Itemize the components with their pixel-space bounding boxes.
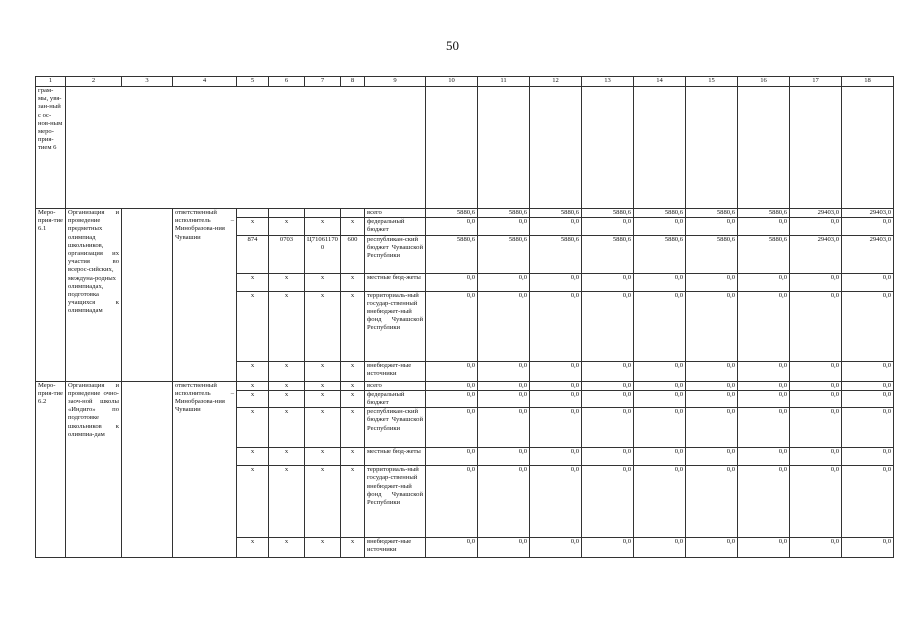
amount-cell: 0,0 <box>686 273 738 291</box>
amount-cell: 0,0 <box>842 538 894 558</box>
amount-cell: 0,0 <box>790 218 842 235</box>
empty-cell <box>530 87 582 209</box>
continuation-label: грам-мы, увя-зан-ный с ос-нов-ным меро-прия-тием 6 <box>36 87 66 209</box>
amount-cell: 0,0 <box>634 408 686 448</box>
amount-cell: 0,0 <box>842 273 894 291</box>
amount-cell: 0,0 <box>478 381 530 390</box>
code-rz: x <box>269 448 305 466</box>
empty-cell <box>122 209 173 382</box>
amount-cell: 5880,6 <box>530 209 582 218</box>
column-number: 17 <box>790 77 842 87</box>
amount-cell: 0,0 <box>738 381 790 390</box>
code-csr: Ц710611700 <box>305 235 341 273</box>
amount-cell: 0,0 <box>634 538 686 558</box>
amount-cell: 0,0 <box>426 381 478 390</box>
empty-cell <box>66 87 426 209</box>
funding-source: федеральный бюджет <box>365 218 426 235</box>
table-row <box>36 209 894 218</box>
column-number-row <box>36 77 894 87</box>
amount-cell: 0,0 <box>738 538 790 558</box>
amount-cell: 5880,6 <box>686 209 738 218</box>
amount-cell: 0,0 <box>530 273 582 291</box>
amount-cell: 0,0 <box>478 408 530 448</box>
amount-cell: 0,0 <box>686 390 738 407</box>
amount-cell: 0,0 <box>790 408 842 448</box>
column-number: 15 <box>686 77 738 87</box>
amount-cell: 0,0 <box>582 448 634 466</box>
column-number: 16 <box>738 77 790 87</box>
amount-cell: 0,0 <box>530 381 582 390</box>
amount-cell: 0,0 <box>686 538 738 558</box>
code-rz: x <box>269 538 305 558</box>
empty-cell <box>790 87 842 209</box>
code-csr: x <box>305 448 341 466</box>
amount-cell: 5880,6 <box>738 235 790 273</box>
amount-cell: 0,0 <box>842 408 894 448</box>
code-rz: x <box>269 408 305 448</box>
page-number: 50 <box>446 38 459 53</box>
continuation-row <box>36 87 894 209</box>
amount-cell: 0,0 <box>842 218 894 235</box>
code-gr: x <box>237 466 269 538</box>
amount-cell: 0,0 <box>426 361 478 381</box>
empty-cell <box>478 87 530 209</box>
code-gr: x <box>237 538 269 558</box>
amount-cell: 0,0 <box>530 408 582 448</box>
amount-cell: 0,0 <box>738 218 790 235</box>
code-csr: x <box>305 538 341 558</box>
amount-cell: 0,0 <box>582 381 634 390</box>
code-vr: x <box>341 538 365 558</box>
amount-cell: 0,0 <box>634 361 686 381</box>
amount-cell: 5880,6 <box>478 235 530 273</box>
amount-cell: 0,0 <box>634 291 686 361</box>
amount-cell: 0,0 <box>582 466 634 538</box>
amount-cell: 0,0 <box>738 390 790 407</box>
amount-cell: 0,0 <box>582 218 634 235</box>
amount-cell: 0,0 <box>426 273 478 291</box>
code-vr: x <box>341 448 365 466</box>
code-rz: x <box>269 466 305 538</box>
code-csr: x <box>305 291 341 361</box>
code-rz <box>269 209 305 218</box>
code-rz: x <box>269 273 305 291</box>
column-number: 2 <box>66 77 122 87</box>
measure-label: Меро-прия-тие 6.1 <box>36 209 66 382</box>
amount-cell: 0,0 <box>478 448 530 466</box>
code-rz: 0703 <box>269 235 305 273</box>
amount-cell: 5880,6 <box>634 209 686 218</box>
code-gr: x <box>237 381 269 390</box>
amount-cell: 0,0 <box>790 273 842 291</box>
amount-cell: 0,0 <box>738 291 790 361</box>
funding-source: республикан-ский бюджет Чувашской Республики <box>365 408 426 448</box>
funding-source: территориаль-ный государ-ственный внебюджет-ный фонд Чувашской Республики <box>365 466 426 538</box>
amount-cell: 0,0 <box>842 291 894 361</box>
code-csr: x <box>305 218 341 235</box>
amount-cell: 0,0 <box>842 448 894 466</box>
column-number: 1 <box>36 77 66 87</box>
code-gr: x <box>237 291 269 361</box>
amount-cell: 0,0 <box>530 218 582 235</box>
amount-cell: 0,0 <box>842 390 894 407</box>
column-number: 10 <box>426 77 478 87</box>
funding-source: местные бюд-жеты <box>365 273 426 291</box>
empty-cell <box>426 87 478 209</box>
amount-cell: 0,0 <box>634 448 686 466</box>
measure-description: Организация и проведение очно-заоч-ной школы «Индиго» по подготовке школьников к олимпиа-дам <box>66 381 122 558</box>
amount-cell: 0,0 <box>530 466 582 538</box>
empty-cell <box>738 87 790 209</box>
funding-source: федеральный бюджет <box>365 390 426 407</box>
amount-cell: 5880,6 <box>686 235 738 273</box>
code-vr: x <box>341 408 365 448</box>
code-csr: x <box>305 361 341 381</box>
column-number: 5 <box>237 77 269 87</box>
column-number: 14 <box>634 77 686 87</box>
column-number: 13 <box>582 77 634 87</box>
amount-cell: 0,0 <box>582 273 634 291</box>
amount-cell: 29403,0 <box>842 209 894 218</box>
column-number: 6 <box>269 77 305 87</box>
amount-cell: 0,0 <box>686 448 738 466</box>
amount-cell: 0,0 <box>426 448 478 466</box>
funding-source: республикан-ский бюджет Чувашской Республики <box>365 235 426 273</box>
amount-cell: 0,0 <box>426 408 478 448</box>
code-rz: x <box>269 381 305 390</box>
amount-cell: 0,0 <box>478 273 530 291</box>
empty-cell <box>122 381 173 558</box>
empty-cell <box>842 87 894 209</box>
amount-cell: 29403,0 <box>790 209 842 218</box>
amount-cell: 0,0 <box>790 381 842 390</box>
amount-cell: 0,0 <box>582 390 634 407</box>
amount-cell: 0,0 <box>790 361 842 381</box>
executor-cell: ответственный исполнитель – Минобразова-ния Чувашии <box>173 209 237 382</box>
code-rz: x <box>269 361 305 381</box>
code-csr: x <box>305 390 341 407</box>
amount-cell: 0,0 <box>842 361 894 381</box>
amount-cell: 0,0 <box>426 538 478 558</box>
amount-cell: 0,0 <box>634 218 686 235</box>
amount-cell: 0,0 <box>582 408 634 448</box>
code-gr: 874 <box>237 235 269 273</box>
amount-cell: 5880,6 <box>634 235 686 273</box>
code-rz: x <box>269 291 305 361</box>
amount-cell: 0,0 <box>582 361 634 381</box>
amount-cell: 5880,6 <box>582 235 634 273</box>
amount-cell: 0,0 <box>426 218 478 235</box>
amount-cell: 0,0 <box>686 218 738 235</box>
amount-cell: 0,0 <box>478 466 530 538</box>
amount-cell: 0,0 <box>634 381 686 390</box>
amount-cell: 0,0 <box>530 448 582 466</box>
code-rz: x <box>269 390 305 407</box>
column-number: 3 <box>122 77 173 87</box>
code-vr: x <box>341 381 365 390</box>
amount-cell: 0,0 <box>790 390 842 407</box>
amount-cell: 0,0 <box>790 291 842 361</box>
measure-description: Организация и проведение предметных олимпиад школьников, организация их участия во всерос-сийских, междуна-родных олимпиадах, подготовка учащихся к олимпиадам <box>66 209 122 382</box>
code-gr <box>237 209 269 218</box>
funding-source: местные бюд-жеты <box>365 448 426 466</box>
amount-cell: 5880,6 <box>582 209 634 218</box>
amount-cell: 5880,6 <box>426 235 478 273</box>
code-vr: x <box>341 361 365 381</box>
amount-cell: 0,0 <box>790 448 842 466</box>
amount-cell: 0,0 <box>790 538 842 558</box>
funding-source: территориаль-ный государ-ственный внебюджет-ный фонд Чувашской Республики <box>365 291 426 361</box>
code-vr <box>341 209 365 218</box>
code-vr: x <box>341 390 365 407</box>
amount-cell: 0,0 <box>686 381 738 390</box>
code-gr: x <box>237 218 269 235</box>
code-rz: x <box>269 218 305 235</box>
code-vr: x <box>341 273 365 291</box>
amount-cell: 0,0 <box>686 291 738 361</box>
funding-source: всего <box>365 381 426 390</box>
amount-cell: 5880,6 <box>530 235 582 273</box>
column-number: 12 <box>530 77 582 87</box>
code-csr: x <box>305 381 341 390</box>
amount-cell: 0,0 <box>582 538 634 558</box>
amount-cell: 0,0 <box>738 466 790 538</box>
amount-cell: 0,0 <box>686 466 738 538</box>
amount-cell: 5880,6 <box>478 209 530 218</box>
amount-cell: 0,0 <box>738 408 790 448</box>
amount-cell: 0,0 <box>530 291 582 361</box>
column-number: 18 <box>842 77 894 87</box>
code-gr: x <box>237 361 269 381</box>
column-number: 4 <box>173 77 237 87</box>
code-vr: x <box>341 466 365 538</box>
amount-cell: 0,0 <box>530 361 582 381</box>
amount-cell: 0,0 <box>530 390 582 407</box>
column-number: 11 <box>478 77 530 87</box>
empty-cell <box>634 87 686 209</box>
code-vr: 600 <box>341 235 365 273</box>
amount-cell: 0,0 <box>738 448 790 466</box>
amount-cell: 0,0 <box>582 291 634 361</box>
amount-cell: 0,0 <box>530 538 582 558</box>
code-vr: x <box>341 291 365 361</box>
amount-cell: 0,0 <box>478 291 530 361</box>
amount-cell: 0,0 <box>738 273 790 291</box>
amount-cell: 0,0 <box>686 408 738 448</box>
column-number: 7 <box>305 77 341 87</box>
amount-cell: 0,0 <box>686 361 738 381</box>
funding-source: всего <box>365 209 426 218</box>
amount-cell: 0,0 <box>478 218 530 235</box>
measure-label: Меро-прия-тие 6.2 <box>36 381 66 558</box>
budget-table <box>35 76 894 558</box>
code-csr: x <box>305 408 341 448</box>
amount-cell: 0,0 <box>478 538 530 558</box>
code-vr: x <box>341 218 365 235</box>
code-gr: x <box>237 408 269 448</box>
amount-cell: 0,0 <box>634 273 686 291</box>
amount-cell: 0,0 <box>478 361 530 381</box>
funding-source: внебюджет-ные источники <box>365 361 426 381</box>
amount-cell: 29403,0 <box>842 235 894 273</box>
amount-cell: 0,0 <box>426 291 478 361</box>
code-gr: x <box>237 448 269 466</box>
column-number: 9 <box>365 77 426 87</box>
empty-cell <box>686 87 738 209</box>
amount-cell: 29403,0 <box>790 235 842 273</box>
executor-cell: ответственный исполнитель – Минобразова-ния Чувашии <box>173 381 237 558</box>
amount-cell: 0,0 <box>634 466 686 538</box>
amount-cell: 0,0 <box>842 466 894 538</box>
column-number: 8 <box>341 77 365 87</box>
amount-cell: 0,0 <box>738 361 790 381</box>
code-gr: x <box>237 273 269 291</box>
amount-cell: 5880,6 <box>426 209 478 218</box>
table-row <box>36 381 894 390</box>
code-csr: x <box>305 466 341 538</box>
amount-cell: 0,0 <box>426 390 478 407</box>
amount-cell: 0,0 <box>426 466 478 538</box>
amount-cell: 5880,6 <box>738 209 790 218</box>
funding-source: внебюджет-ные источники <box>365 538 426 558</box>
amount-cell: 0,0 <box>478 390 530 407</box>
amount-cell: 0,0 <box>842 381 894 390</box>
amount-cell: 0,0 <box>790 466 842 538</box>
amount-cell: 0,0 <box>634 390 686 407</box>
code-csr <box>305 209 341 218</box>
code-gr: x <box>237 390 269 407</box>
code-csr: x <box>305 273 341 291</box>
empty-cell <box>582 87 634 209</box>
